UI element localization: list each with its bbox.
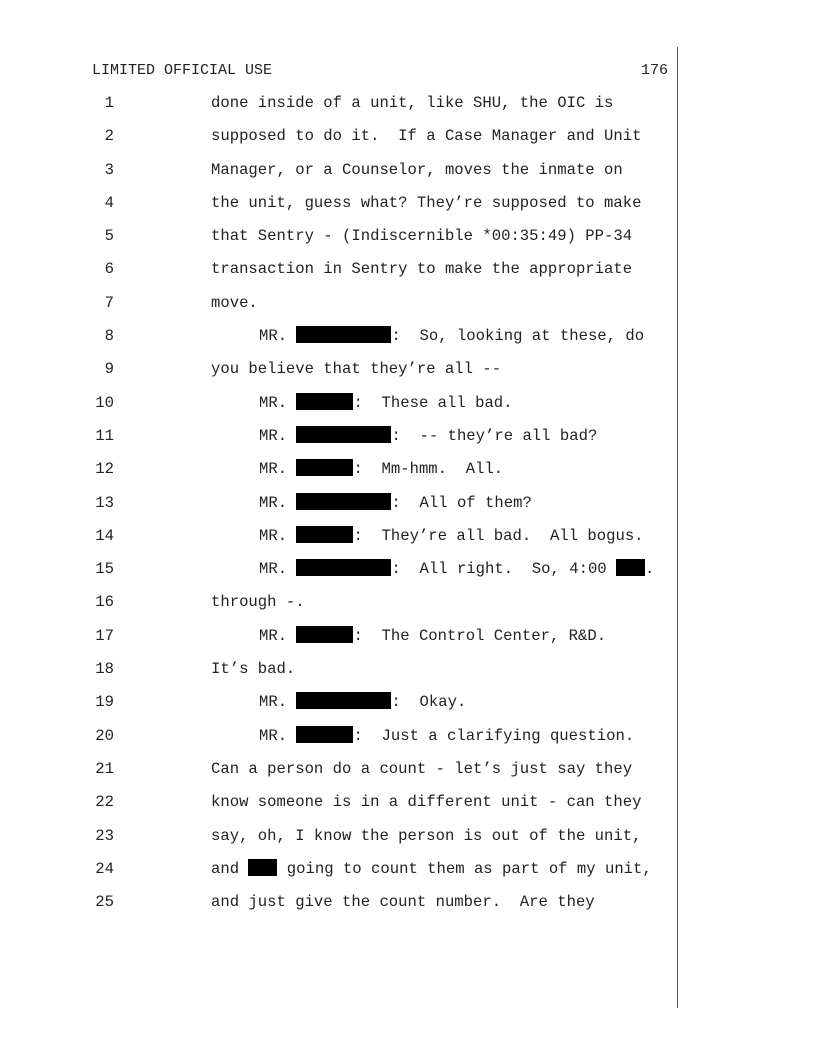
transcript-line — [0, 393, 680, 426]
speech-text: : Mm-hmm. All. — [353, 460, 504, 479]
line-text: Manager, or a Counselor, moves the inmate on — [211, 160, 623, 179]
transcript-line — [0, 526, 680, 559]
transcript-line — [0, 359, 680, 392]
transcript-line — [0, 892, 680, 925]
line-number: 11 — [95, 426, 114, 445]
line-text — [259, 393, 513, 413]
line-text: Can a person do a count - let’s just say they — [211, 759, 633, 778]
line-text-end: going to count them as part of my unit, — [277, 859, 652, 878]
speaker-prefix: MR. — [259, 560, 297, 579]
redaction-box — [296, 626, 353, 643]
classification-header: LIMITED OFFICIAL USE — [92, 62, 273, 79]
line-number: 3 — [104, 160, 114, 179]
line-text: through -. — [211, 593, 305, 612]
speech-text: : The Control Center, R&D. — [353, 626, 607, 645]
transcript-line — [0, 692, 680, 725]
transcript-line — [0, 826, 680, 859]
line-text — [259, 692, 466, 712]
line-number: 6 — [104, 260, 114, 279]
redaction-box — [296, 426, 391, 443]
speech-text: : All right. So, 4:00 — [391, 560, 617, 579]
line-number: 4 — [104, 193, 114, 212]
line-number: 9 — [104, 360, 114, 379]
speech-text-end: . — [645, 560, 655, 579]
redaction-box — [296, 393, 353, 410]
line-number: 7 — [104, 293, 114, 312]
transcript-line — [0, 592, 680, 625]
transcript-line — [0, 759, 680, 792]
speaker-prefix: MR. — [259, 493, 297, 512]
transcript-line — [0, 792, 680, 825]
speaker-prefix: MR. — [259, 327, 297, 346]
transcript-line — [0, 93, 680, 126]
line-number: 22 — [95, 793, 114, 812]
line-text — [259, 426, 597, 446]
redaction-box — [248, 859, 277, 876]
line-number: 21 — [95, 759, 114, 778]
line-text — [259, 459, 503, 479]
line-text: It’s bad. — [211, 660, 296, 679]
line-text — [259, 626, 606, 646]
redaction-box — [296, 459, 353, 476]
transcript-line — [0, 126, 680, 159]
transcript-line — [0, 559, 680, 592]
speaker-prefix: MR. — [259, 426, 297, 445]
line-number: 12 — [95, 460, 114, 479]
transcript-line — [0, 459, 680, 492]
redaction-box — [296, 726, 353, 743]
speaker-prefix: MR. — [259, 460, 297, 479]
line-text — [259, 559, 654, 579]
transcript-line — [0, 193, 680, 226]
line-text — [259, 526, 644, 546]
line-number: 17 — [95, 626, 114, 645]
line-number: 14 — [95, 526, 114, 545]
line-number: 20 — [95, 726, 114, 745]
line-text: say, oh, I know the person is out of the unit, — [211, 826, 642, 845]
line-text — [259, 326, 644, 346]
transcript-line — [0, 426, 680, 459]
speech-text: : All of them? — [391, 493, 532, 512]
line-number: 2 — [104, 127, 114, 146]
line-number: 15 — [95, 560, 114, 579]
page-number: 176 — [640, 62, 668, 79]
line-number: 24 — [95, 859, 114, 878]
line-text: transaction in Sentry to make the appropriate — [211, 260, 633, 279]
transcript-line — [0, 293, 680, 326]
transcript-line — [0, 259, 680, 292]
transcript-line — [0, 626, 680, 659]
line-text — [259, 493, 532, 513]
line-text: done inside of a unit, like SHU, the OIC is — [211, 94, 614, 112]
line-text: the unit, guess what? They’re supposed to make — [211, 193, 642, 212]
line-text: know someone is in a different unit - can they — [211, 793, 642, 812]
line-number: 25 — [95, 893, 114, 912]
line-number: 10 — [95, 393, 114, 412]
speech-text: : These all bad. — [353, 393, 513, 412]
line-text: supposed to do it. If a Case Manager and Unit — [211, 127, 642, 146]
redaction-box — [296, 493, 391, 510]
line-number: 13 — [95, 493, 114, 512]
speech-text: : Okay. — [391, 693, 467, 712]
line-number: 8 — [104, 327, 114, 346]
speaker-prefix: MR. — [259, 626, 297, 645]
line-text-start: and — [211, 859, 249, 878]
redaction-box — [616, 559, 645, 576]
transcript-line — [0, 659, 680, 692]
redaction-box — [296, 326, 391, 343]
line-text: that Sentry - (Indiscernible *00:35:49) PP-34 — [211, 227, 633, 246]
speaker-prefix: MR. — [259, 393, 297, 412]
speech-text: : They’re all bad. All bogus. — [353, 526, 644, 545]
transcript-line — [0, 493, 680, 526]
redaction-box — [296, 692, 391, 709]
line-text: you believe that they’re all -- — [211, 360, 502, 379]
speaker-prefix: MR. — [259, 726, 297, 745]
transcript-line — [0, 326, 680, 359]
transcript-line — [0, 226, 680, 259]
line-text — [259, 726, 634, 746]
redaction-box — [296, 526, 353, 543]
line-text — [211, 859, 652, 879]
line-text: move. — [211, 293, 258, 312]
transcript-body — [0, 93, 680, 925]
transcript-line — [0, 859, 680, 892]
speech-text: : Just a clarifying question. — [353, 726, 635, 745]
line-text: and just give the count number. Are they — [211, 893, 595, 912]
line-number: 19 — [95, 693, 114, 712]
transcript-line — [0, 726, 680, 759]
speech-text: : -- they’re all bad? — [391, 426, 598, 445]
speech-text: : So, looking at these, do — [391, 327, 645, 346]
line-number: 18 — [95, 660, 114, 679]
transcript-line — [0, 160, 680, 193]
line-number: 16 — [95, 593, 114, 612]
speaker-prefix: MR. — [259, 693, 297, 712]
line-number: 23 — [95, 826, 114, 845]
speaker-prefix: MR. — [259, 526, 297, 545]
redaction-box — [296, 559, 391, 576]
line-number: 1 — [104, 94, 114, 112]
line-number: 5 — [104, 227, 114, 246]
